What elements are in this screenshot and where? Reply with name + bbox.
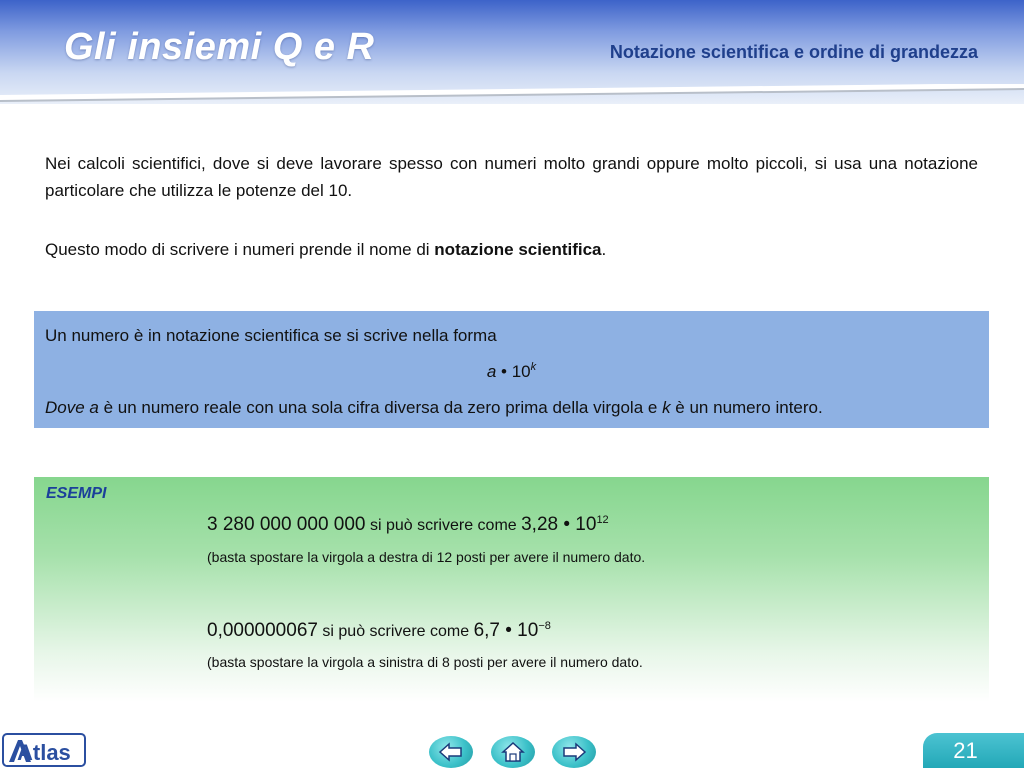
formula-exponent: k: [530, 361, 537, 373]
header-divider-curve: [0, 84, 1024, 108]
arrow-right-icon: [561, 741, 587, 763]
example-connector: si può scrivere come: [317, 623, 474, 640]
home-button[interactable]: [491, 736, 535, 768]
page-number: 21: [953, 738, 978, 763]
slide-title: Notazione scientifica e ordine di grandezza: [609, 42, 978, 62]
next-slide-button[interactable]: [552, 736, 596, 768]
examples-box: [34, 477, 989, 702]
formula-base: • 10: [496, 362, 531, 381]
arrow-left-icon: [438, 741, 464, 763]
intro-text: Questo modo di scrivere i numeri prende il nome di: [45, 240, 435, 259]
examples-label: ESEMPI: [46, 485, 107, 502]
definition-box: [34, 311, 989, 428]
example-2: [207, 620, 551, 642]
example-result: 3,28 • 10: [521, 514, 597, 535]
example-2-note: (basta spostare la virgola a sinistra di 8 posti per avere il numero dato.: [207, 654, 643, 670]
explanation-k: k: [662, 398, 671, 417]
example-exponent: 12: [596, 514, 609, 526]
definition-formula: [34, 362, 989, 382]
atlas-logo-mark: [6, 737, 82, 765]
term-highlight: notazione scientifica: [434, 240, 602, 259]
example-connector: si può scrivere come: [365, 517, 522, 534]
example-exponent: −8: [538, 620, 551, 632]
example-number: 3 280 000 000 000: [207, 514, 366, 535]
example-number: 0,000000067: [207, 620, 318, 641]
explanation-dove: Dove a: [45, 398, 99, 417]
page-number-badge: [923, 733, 1024, 768]
example-1-note: (basta spostare la virgola a destra di 12 posti per avere il numero dato.: [207, 549, 646, 565]
definition-explanation: [45, 398, 823, 418]
atlas-logo: [2, 733, 86, 767]
definition-intro: Un numero è in notazione scientifica se si scrive nella forma: [45, 326, 497, 345]
intro-punct: .: [601, 240, 607, 259]
explanation-text-2: è un numero intero.: [670, 398, 823, 417]
app-title: Gli insiemi Q e R: [64, 26, 375, 68]
explanation-text-1: è un numero reale con una sola cifra diversa da zero prima della virgola e: [98, 398, 663, 417]
formula-variable-a: a: [486, 362, 497, 381]
previous-slide-button[interactable]: [429, 736, 473, 768]
intro-paragraph: Nei calcoli scientifici, dove si deve lavorare spesso con numeri molto grandi oppure molto piccoli, si usa una notazione particolare che utilizza le potenze del 10.: [45, 154, 978, 200]
intro-definition-sentence: [45, 236, 978, 263]
atlas-logo-text: Atlas: [17, 740, 71, 765]
example-result: 6,7 • 10: [473, 620, 539, 641]
example-1: [207, 514, 609, 536]
home-icon: [500, 741, 526, 763]
